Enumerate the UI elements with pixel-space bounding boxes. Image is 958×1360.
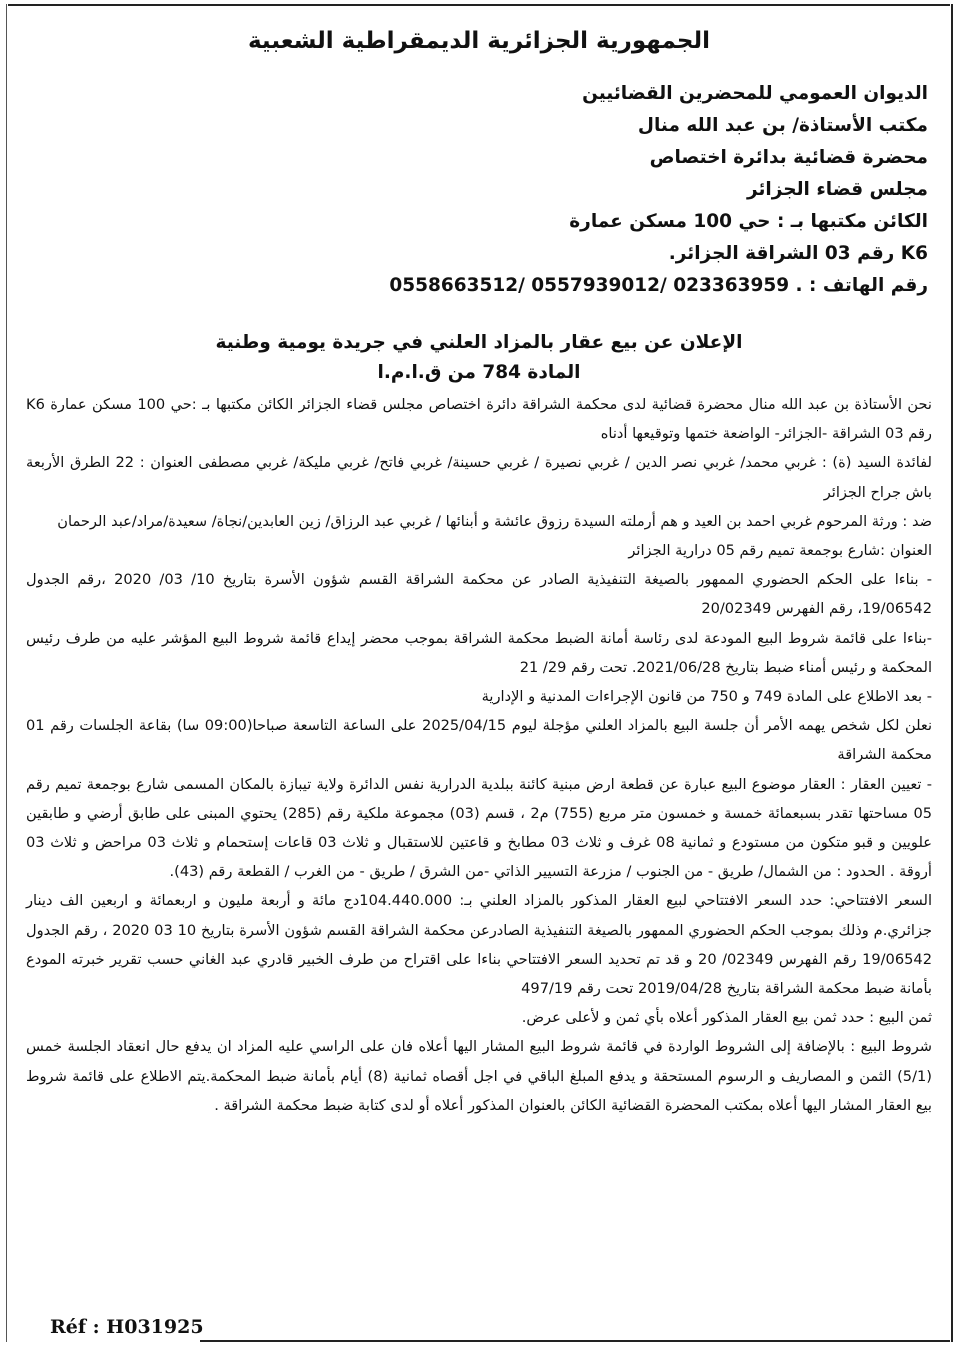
body-paragraph-session: نعلن لكل شخص يهمه الأمر أن جلسة البيع بالمزاد العلني مؤجلة ليوم 2025/04/15 على الساعة التاسعة صباحا(09:00 سا) بقاعة الجلسات رقم 01 محكمة الشراقة bbox=[26, 717, 933, 764]
frame-bottom-border bbox=[200, 1340, 950, 1342]
body-paragraph-conditions-list: -بناءا على قائمة شروط البيع المودعة لدى رئاسة أمانة الضبط محكمة الشراقة بموجب محضر إيداع قائمة شروط البيع المؤشر عليه من طرف رئيس المحكمة و رئيس أمناء ضبط بتاريخ 2021/06/28. تحت رقم 29/ 21 bbox=[26, 629, 932, 676]
republic-heading: الجمهورية الجزائرية الديمقراطية الشعبية bbox=[247, 28, 711, 54]
frame-top-border bbox=[8, 4, 950, 6]
title-line-main: الإعلان عن بيع عقار بالمزاد العلني في جريدة يومية وطنية bbox=[215, 332, 743, 353]
frame-left-border bbox=[6, 4, 7, 1342]
header-line-address-city: K6 رقم 03 الشراقة الجزائر. bbox=[668, 243, 928, 264]
body-paragraph-against: ضد : ورثة المرحوم غربي احمد بن العيد و هم أرملته السيدة رزوق عائشة و أبنائها / غربي عبد الرزاق/ زين العابدين/نجاة/ سعيدة/مراد/عبد الرحمان bbox=[57, 512, 932, 530]
header-line-jurisdiction: محضرة قضائية بدائرة اختصاص bbox=[649, 147, 928, 168]
title-line-article: المادة 784 من ق.ا.م.ا bbox=[377, 362, 581, 383]
body-paragraph-sale-conditions: شروط البيع : بالإضافة إلى الشروط الواردة في قائمة شروط البيع المشار اليها أعلاه فان على الراسي عليه المزاد ان يدفع حال انعقاد الجلسة خمس (5/1) الثمن و المصاريف و الرسوم المستحقة و يدفع المبلغ الباقي في اجل أقصاه ثمانية (8) أيام بأمانة ضبط المحكمة.يتم الاطلاع على قائمة شروط بيع العقار المشار اليها أعلاه بمكتب المحضرة القضائية الكائن بالعنوان المذكور أعلاه أو لدى كتابة ضبط محكمة الشراقة . bbox=[26, 1038, 932, 1114]
announcement-title bbox=[0, 328, 958, 388]
body-paragraph-address: العنوان :شارع بوجمعة تميم رقم 05 درارية الجزائر bbox=[628, 542, 932, 560]
body-paragraph-property: - تعيين العقار : العقار موضوع البيع عبارة عن قطعة ارض مبنية كائنة ببلدية الدرارية نفس الدائرة ولاية تيبازة بالمكان المسمى شارع بوجمعة تميم رقم 05 مساحتها تقدر بسبعمائة خمسة و خمسون متر مربع (755) م2 ، قسم (03) مجموعة ملكية رقم (285) يحتوي المبنى على طابق أرضي و طابقين علويين و قبو متكون من مستودع و ثمانية 08 غرف و ثلاث 03 مطابخ و قاعتين للاستقبال و ثلاث 03 قاعات إستحمام و ثلاث 03 مراحض و ثلاث 03 أروقة . الحدود : من الشمال/ طريق - من الجنوب / مزرعة التسيير الذاتي -من الشرق / طريق - من الغرب / القطعة رقم (43). bbox=[26, 775, 933, 881]
body-paragraph-legal-basis: - بعد الاطلاع على المادة 749 و 750 من قانون الإجراءات المدنية و الإدارية bbox=[481, 688, 932, 706]
body-paragraph-opening-price: السعر الافتتاحي: حدد السعر الافتتاحي لبيع العقار المذكور بالمزاد العلني بـ: 104.440.000دج مائة و أربعة مليون و اربعمائة و اربعين الف دينار جزائري.م وذلك بموجب الحكم الحضوري الممهور بالصيغة التنفيذية الصادرعن محكمة الشراقة القسم شؤون الأسرة بتاريخ 10 03 2020 ، رقم الجدول 19/06542 رقم الفهرس 02349/ 20 و قد تم تحديد السعر الافتتاحي بناءا على اقتراح من طرف الخبير قادري عبد الغاني حسب تقرير خبرته المودع بأمانة ضبط محكمة الشراقة بتاريخ 2019/04/28 تحت رقم 497/19 bbox=[26, 892, 933, 998]
header-line-bailiff: مكتب الأستاذة/ بن عبد الله منال bbox=[637, 115, 928, 136]
header-line-office: الديوان العمومي للمحضرين القضائيين bbox=[582, 83, 928, 104]
header-line-council: مجلس قضاء الجزائر bbox=[746, 179, 928, 200]
body-paragraph-judgment: - بناءا على الحكم الحضوري الممهور بالصيغة التنفيذية الصادر عن محكمة الشراقة القسم شؤون الأسرة بتاريخ 10/ 03/ 2020 ،رقم الجدول 19/06542، رقم الفهرس 20/02349 bbox=[26, 571, 932, 618]
body-paragraph-sale-price: ثمن البيع : حدد ثمن بيع العقار المذكور أعلاه بأي ثمن و لأعلى عرض. bbox=[521, 1009, 932, 1027]
frame-right-border bbox=[951, 4, 953, 1342]
phone-label: رقم الهاتف : bbox=[809, 275, 928, 296]
phone-numbers: 0558663512/ 0557939012/ 023363959 . bbox=[389, 275, 803, 296]
header-line-phone bbox=[308, 270, 928, 302]
body-paragraph-beneficiary: لفائدة السيد (ة) : غربي محمد/ غربي نصر الدين / غربي نصيرة / غربي حسينة/ غربي فاتح/ غربي مليكة/ غربي مصطفى العنوان : 22 الطرق الأربعة باش جراح الجزائر bbox=[26, 454, 932, 501]
announcement-body bbox=[26, 390, 932, 1120]
header-line-address: الكائن مكتبها بـ : حي 100 مسكن عمارة bbox=[569, 211, 928, 232]
reference-code: Réf : H031925 bbox=[50, 1316, 204, 1338]
bailiff-office-header bbox=[308, 78, 928, 302]
body-paragraph-intro: نحن الأستاذة بن عبد الله منال محضرة قضائية لدى محكمة الشراقة دائرة اختصاص مجلس قضاء الجزائر الكائن مكتبها بـ :حي 100 مسكن عمارة K6 رقم 03 الشراقة -الجزائر- الواضعة ختمها وتوقيعها أدناه bbox=[26, 396, 932, 443]
